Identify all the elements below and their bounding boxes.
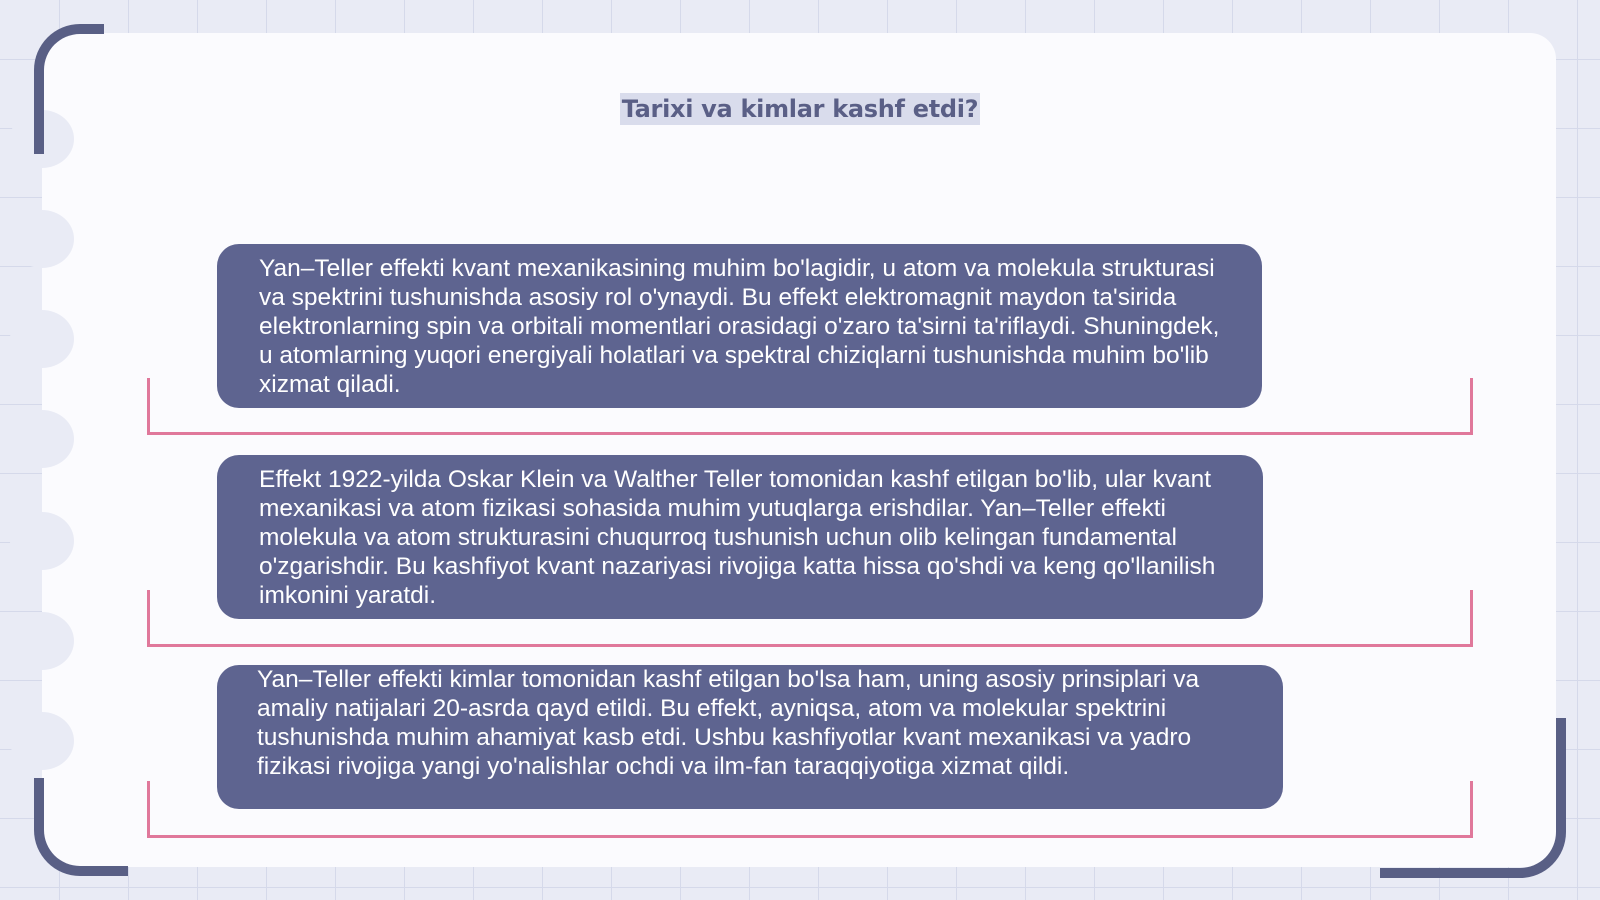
paper-notch (10, 210, 74, 268)
paper-notch (10, 712, 74, 770)
text-card-body: Yan–Teller effekti kimlar tomonidan kashf etilgan bo'lsa ham, uning asosiy prinsiplari va amaliy natijalari 20-asrda qayd etildi. Bu effekt, ayniqsa, atom va molekular spektrini tushunishda muhim ahamiyat kasb etdi. Ushbu kashfiyotlar kvant mexanikasi va yadro fizikasi rivojiga yangi yo'nalishlar ochdi va ilm-fan taraqqiyotiga xizmat qildi. (257, 666, 1200, 780)
paper-notch (10, 310, 74, 368)
text-card (217, 455, 1263, 619)
corner-bracket-bottom-left (34, 778, 128, 876)
slide-title-text: Tarixi va kimlar kashf etdi? (621, 95, 979, 123)
paper-notch (10, 612, 74, 670)
paper-notch (10, 512, 74, 570)
text-card-body: Yan–Teller effekti kvant mexanikasining muhim bo'lagidir, u atom va molekula strukturasi va spektrini tushunishda asosiy rol o'ynaydi. Bu effekt elektromagnit maydon ta'sirida elektronlarning spin va orbitali momentlari orasidagi o'zaro ta'sirni ta'riflaydi. Shuningdek, u atomlarning yuqori energiyali holatlari va spektral chiziqlarni tushunishda muhim bo'lib xizmat qiladi. (259, 255, 1220, 398)
paper-notch (10, 410, 74, 468)
text-card-body: Effekt 1922-yilda Oskar Klein va Walther Teller tomonidan kashf etilgan bo'lib, ular kvant mexanikasi va atom fizikasi sohasida muhim yutuqlarga erishdilar. Yan–Teller effekti molekula va atom strukturasini chuqurroq tushunish uchun olib kelingan fundamental o'zgarishdir. Bu kashfiyot kvant nazariyasi rivojiga katta hissa qo'shdi va keng qo'llanilish imkonini yaratdi. (259, 466, 1216, 609)
slide-title (0, 95, 1600, 123)
corner-bracket-top-left (34, 24, 104, 154)
text-card (217, 244, 1262, 408)
text-card (217, 665, 1283, 809)
